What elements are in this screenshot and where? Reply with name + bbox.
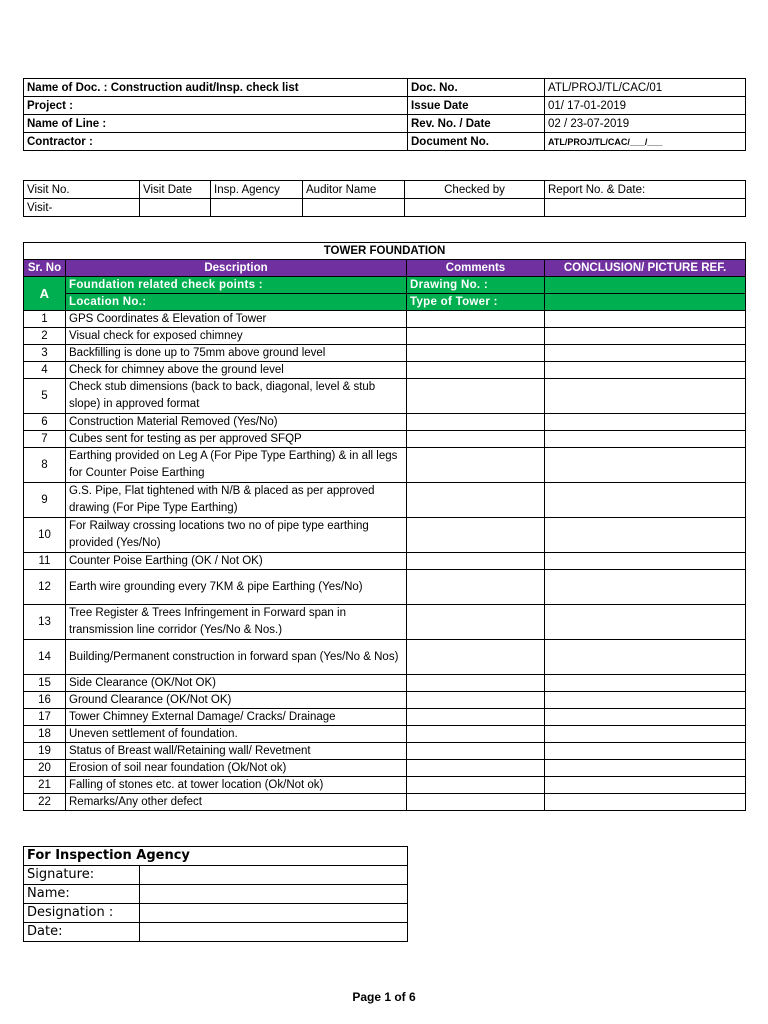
header-row (24, 115, 746, 133)
checklist-row (24, 431, 746, 448)
serial-number: 19 (24, 743, 66, 760)
conclusion-cell[interactable] (545, 414, 746, 431)
check-description: Side Clearance (OK/Not OK) (66, 675, 407, 692)
checklist-row (24, 345, 746, 362)
check-description: Tower Chimney External Damage/ Cracks/ Drainage (66, 709, 407, 726)
visit-input-cell[interactable] (545, 199, 746, 217)
conclusion-cell[interactable] (545, 675, 746, 692)
checklist-row (24, 709, 746, 726)
visit-column-header: Report No. & Date: (545, 181, 746, 199)
conclusion-cell[interactable] (545, 362, 746, 379)
conclusion-cell[interactable] (545, 726, 746, 743)
conclusion-cell[interactable] (545, 328, 746, 345)
header-value: 02 / 23-07-2019 (545, 115, 746, 133)
visit-column-header: Visit No. (24, 181, 140, 199)
visit-column-header: Checked by (405, 181, 545, 199)
visit-column-header: Visit Date (140, 181, 211, 199)
comments-cell[interactable] (407, 311, 545, 328)
serial-number: 9 (24, 483, 66, 518)
serial-number: 7 (24, 431, 66, 448)
comments-cell[interactable] (407, 448, 545, 483)
inspection-agency-signature-table (23, 846, 408, 942)
header-value: 01/ 17-01-2019 (545, 97, 746, 115)
conclusion-cell[interactable] (545, 605, 746, 640)
comments-cell[interactable] (407, 777, 545, 794)
conclusion-cell[interactable] (545, 345, 746, 362)
conclusion-cell[interactable] (545, 692, 746, 709)
checklist-row (24, 570, 746, 605)
header-label: Name of Doc. : Construction audit/Insp. check list (24, 79, 408, 97)
check-description: Erosion of soil near foundation (Ok/Not ok) (66, 760, 407, 777)
comments-cell[interactable] (407, 431, 545, 448)
check-description: Counter Poise Earthing (OK / Not OK) (66, 553, 407, 570)
header-value: ATL/PROJ/TL/CAC/01 (545, 79, 746, 97)
serial-number: 10 (24, 518, 66, 553)
checklist-row (24, 640, 746, 675)
checklist-row (24, 414, 746, 431)
comments-cell[interactable] (407, 760, 545, 777)
header-label: Name of Line : (24, 115, 408, 133)
conclusion-cell[interactable] (545, 448, 746, 483)
comments-cell[interactable] (407, 483, 545, 518)
location-no-label: Location No.: (66, 294, 407, 311)
header-label: Contractor : (24, 133, 408, 151)
comments-cell[interactable] (407, 414, 545, 431)
serial-number: 1 (24, 311, 66, 328)
check-description: Building/Permanent construction in forward span (Yes/No & Nos) (66, 640, 407, 675)
comments-cell[interactable] (407, 692, 545, 709)
conclusion-cell[interactable] (545, 379, 746, 414)
signature-field-value[interactable] (140, 904, 408, 923)
column-header: Sr. No (24, 260, 66, 277)
conclusion-cell[interactable] (545, 709, 746, 726)
conclusion-cell[interactable] (545, 570, 746, 605)
signature-row (24, 866, 408, 885)
signature-row (24, 904, 408, 923)
signature-field-label: Signature: (24, 866, 140, 885)
drawing-no-value[interactable] (545, 277, 746, 294)
signature-block-title: For Inspection Agency (24, 847, 408, 866)
serial-number: 20 (24, 760, 66, 777)
conclusion-cell[interactable] (545, 640, 746, 675)
header-key: Issue Date (408, 97, 545, 115)
conclusion-cell[interactable] (545, 760, 746, 777)
conclusion-cell[interactable] (545, 431, 746, 448)
serial-number: 21 (24, 777, 66, 794)
check-description: Falling of stones etc. at tower location (Ok/Not ok) (66, 777, 407, 794)
comments-cell[interactable] (407, 345, 545, 362)
serial-number: 11 (24, 553, 66, 570)
comments-cell[interactable] (407, 640, 545, 675)
signature-field-label: Designation : (24, 904, 140, 923)
checklist-row (24, 518, 746, 553)
checklist-row (24, 483, 746, 518)
comments-cell[interactable] (407, 605, 545, 640)
checklist-row (24, 605, 746, 640)
check-description: Earth wire grounding every 7KM & pipe Earthing (Yes/No) (66, 570, 407, 605)
column-header: CONCLUSION/ PICTURE REF. (545, 260, 746, 277)
header-value: ATL/PROJ/TL/CAC/___/___ (545, 133, 746, 151)
visit-input-cell[interactable] (405, 199, 545, 217)
comments-cell[interactable] (407, 794, 545, 811)
comments-cell[interactable] (407, 553, 545, 570)
column-header: Comments (407, 260, 545, 277)
serial-number: 12 (24, 570, 66, 605)
conclusion-cell[interactable] (545, 483, 746, 518)
conclusion-cell[interactable] (545, 743, 746, 760)
serial-number: 8 (24, 448, 66, 483)
comments-cell[interactable] (407, 328, 545, 345)
checklist-row (24, 675, 746, 692)
column-header: Description (66, 260, 407, 277)
visit-input-cell[interactable] (211, 199, 303, 217)
document-header-table (23, 78, 746, 151)
check-description: G.S. Pipe, Flat tightened with N/B & placed as per approved drawing (For Pipe Type Earthing) (66, 483, 407, 518)
comments-cell[interactable] (407, 675, 545, 692)
serial-number: 6 (24, 414, 66, 431)
check-description: Check for chimney above the ground level (66, 362, 407, 379)
section-code: A (24, 277, 66, 311)
checklist-row (24, 553, 746, 570)
serial-number: 14 (24, 640, 66, 675)
type-of-tower-value[interactable] (545, 294, 746, 311)
serial-number: 18 (24, 726, 66, 743)
serial-number: 17 (24, 709, 66, 726)
foundation-checkpoints-label: Foundation related check points : (66, 277, 407, 294)
tower-foundation-table (23, 242, 746, 811)
header-row (24, 79, 746, 97)
signature-row (24, 885, 408, 904)
signature-row (24, 923, 408, 942)
check-description: Construction Material Removed (Yes/No) (66, 414, 407, 431)
serial-number: 13 (24, 605, 66, 640)
conclusion-cell[interactable] (545, 311, 746, 328)
page-number: Page 1 of 6 (352, 990, 416, 1004)
check-description: Status of Breast wall/Retaining wall/ Revetment (66, 743, 407, 760)
conclusion-cell[interactable] (545, 518, 746, 553)
header-key: Rev. No. / Date (408, 115, 545, 133)
checklist-row (24, 743, 746, 760)
comments-cell[interactable] (407, 362, 545, 379)
checklist-row (24, 379, 746, 414)
header-key: Document No. (408, 133, 545, 151)
visit-input-cell[interactable] (303, 199, 405, 217)
checklist-row (24, 448, 746, 483)
serial-number: 2 (24, 328, 66, 345)
check-description: Uneven settlement of foundation. (66, 726, 407, 743)
comments-cell[interactable] (407, 743, 545, 760)
checklist-row (24, 777, 746, 794)
checklist-row (24, 311, 746, 328)
checklist-row (24, 794, 746, 811)
serial-number: 3 (24, 345, 66, 362)
comments-cell[interactable] (407, 726, 545, 743)
signature-field-label: Date: (24, 923, 140, 942)
checklist-row (24, 726, 746, 743)
checklist-row (24, 362, 746, 379)
conclusion-cell[interactable] (545, 777, 746, 794)
header-label: Project : (24, 97, 408, 115)
drawing-no-label: Drawing No. : (407, 277, 545, 294)
checklist-row (24, 692, 746, 709)
check-description: Visual check for exposed chimney (66, 328, 407, 345)
visit-number-cell[interactable]: Visit- (24, 199, 140, 217)
section-title: TOWER FOUNDATION (24, 243, 746, 260)
serial-number: 22 (24, 794, 66, 811)
visit-details-table (23, 180, 746, 217)
signature-field-label: Name: (24, 885, 140, 904)
serial-number: 5 (24, 379, 66, 414)
comments-cell[interactable] (407, 518, 545, 553)
checklist-row (24, 328, 746, 345)
visit-column-header: Auditor Name (303, 181, 405, 199)
type-of-tower-label: Type of Tower : (407, 294, 545, 311)
check-description: Earthing provided on Leg A (For Pipe Type Earthing) & in all legs for Counter Poise Earthing (66, 448, 407, 483)
conclusion-cell[interactable] (545, 794, 746, 811)
signature-field-value[interactable] (140, 923, 408, 942)
check-description: Ground Clearance (OK/Not OK) (66, 692, 407, 709)
check-description: Backfilling is done up to 75mm above ground level (66, 345, 407, 362)
header-row (24, 133, 746, 151)
conclusion-cell[interactable] (545, 553, 746, 570)
serial-number: 15 (24, 675, 66, 692)
check-description: Remarks/Any other defect (66, 794, 407, 811)
signature-field-value[interactable] (140, 866, 408, 885)
serial-number: 4 (24, 362, 66, 379)
serial-number: 16 (24, 692, 66, 709)
check-description: Check stub dimensions (back to back, diagonal, level & stub slope) in approved format (66, 379, 407, 414)
comments-cell[interactable] (407, 709, 545, 726)
comments-cell[interactable] (407, 570, 545, 605)
header-row (24, 97, 746, 115)
header-key: Doc. No. (408, 79, 545, 97)
signature-field-value[interactable] (140, 885, 408, 904)
visit-input-cell[interactable] (140, 199, 211, 217)
comments-cell[interactable] (407, 379, 545, 414)
check-description: For Railway crossing locations two no of pipe type earthing provided (Yes/No) (66, 518, 407, 553)
check-description: GPS Coordinates & Elevation of Tower (66, 311, 407, 328)
check-description: Cubes sent for testing as per approved SFQP (66, 431, 407, 448)
visit-column-header: Insp. Agency (211, 181, 303, 199)
checklist-row (24, 760, 746, 777)
check-description: Tree Register & Trees Infringement in Forward span in transmission line corridor (Yes/No & Nos.) (66, 605, 407, 640)
